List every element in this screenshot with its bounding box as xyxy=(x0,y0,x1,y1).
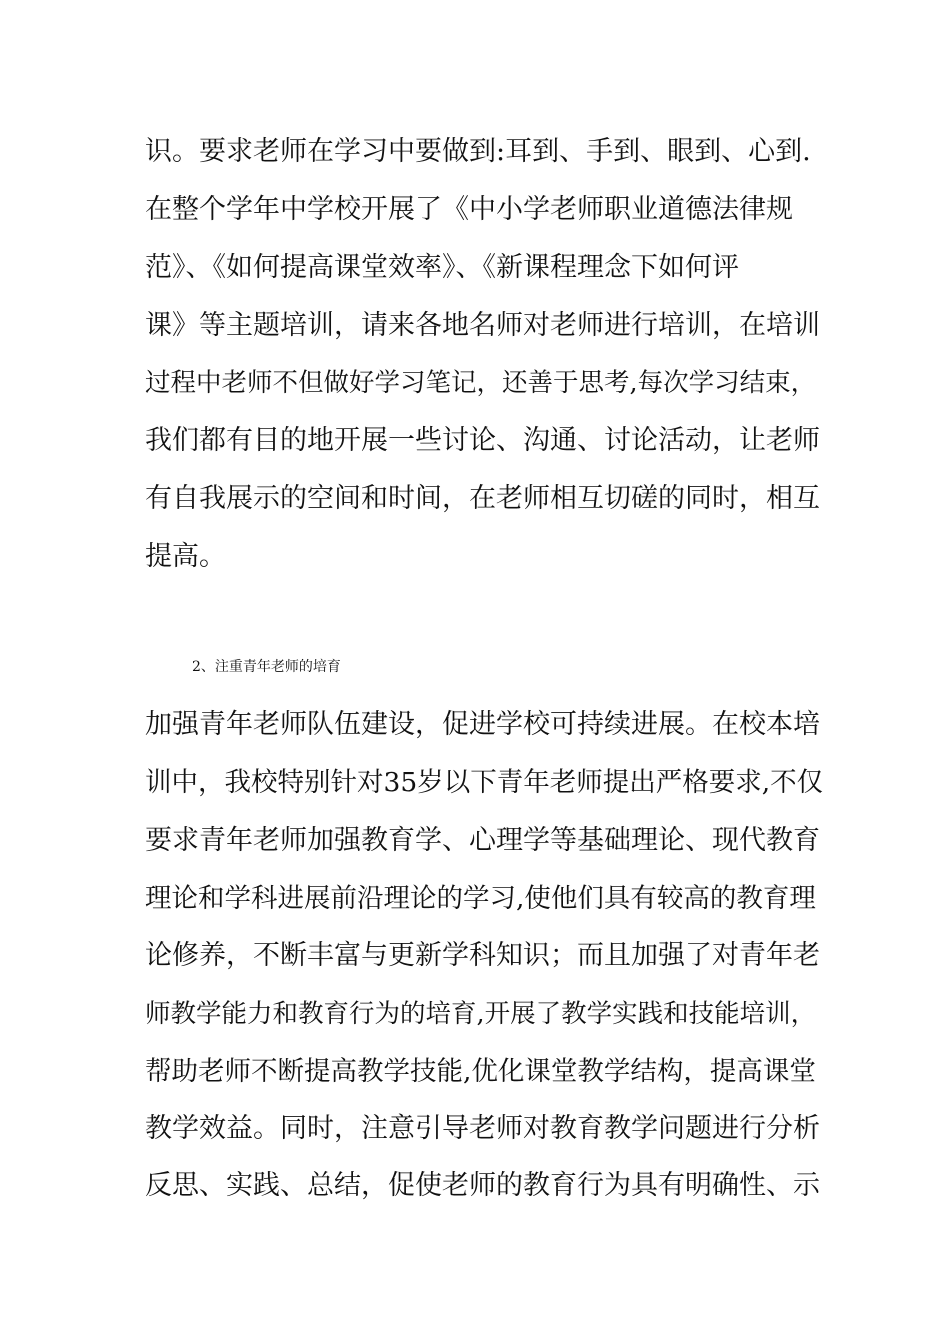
body-text-line: 加强青年老师队伍建设，促进学校可持续进展。在校本培 xyxy=(145,709,820,740)
body-text-line: 帮助老师不断提高教学技能,优化课堂教学结构，提高课堂 xyxy=(145,1056,816,1087)
body-text-line: 在整个学年中学校开展了《中小学老师职业道德法律规 xyxy=(145,194,793,225)
section-heading: 2、注重青年老师的培育 xyxy=(192,659,341,675)
body-text-line: 理论和学科进展前沿理论的学习,使他们具有较高的教育理 xyxy=(145,883,816,914)
body-text-line: 有自我展示的空间和时间，在老师相互切磋的同时，相互 xyxy=(145,483,820,514)
body-text-line: 论修养，不断丰富与更新学科知识；而且加强了对青年老 xyxy=(145,940,820,971)
body-text-line: 识。要求老师在学习中要做到:耳到、手到、眼到、心到. xyxy=(145,136,811,167)
body-text-line: 提高。 xyxy=(145,541,226,572)
body-text-line: 我们都有目的地开展一些讨论、沟通、讨论活动，让老师 xyxy=(145,425,820,456)
body-text-line: 课》等主题培训，请来各地名师对老师进行培训，在培训 xyxy=(145,310,820,341)
body-text-line: 训中，我校特别针对35岁以下青年老师提出严格要求,不仅 xyxy=(145,767,824,798)
body-text-line: 范》、《如何提高课堂效率》、《新课程理念下如何评 xyxy=(145,252,739,283)
body-text-line: 反思、实践、总结，促使老师的教育行为具有明确性、示 xyxy=(145,1170,820,1201)
body-text-line: 教学效益。同时，注意引导老师对教育教学问题进行分析 xyxy=(145,1113,820,1144)
body-text-line: 要求青年老师加强教育学、心理学等基础理论、现代教育 xyxy=(145,825,820,856)
body-text-line: 过程中老师不但做好学习笔记，还善于思考,每次学习结束， xyxy=(145,368,817,398)
body-text-line: 师教学能力和教育行为的培育,开展了教学实践和技能培训， xyxy=(145,999,817,1029)
